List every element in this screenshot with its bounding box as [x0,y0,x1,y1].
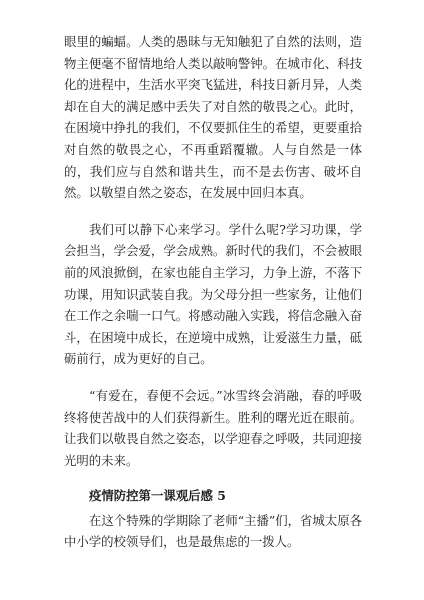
paragraph-3: “有爱在，春便不会远。”冰雪终会消融，春的呼吸终将使苦战中的人们获得新生。胜利的曙光近在眼前。让我们以敬畏自然之姿态，以学迎春之呼吸，共同迎接光明的未来。 [64,387,362,468]
paragraph-2: 我们可以静下心来学习。学什么呢?学习功课，学会担当，学会爱，学会成熟。新时代的我们，不会被眼前的风浪掀倒，在家也能自主学习，力争上游，不落下功课，用知识武装自我。为父母分担一些家务，让他们在工作之余喘一口气。将感动融入实践，将信念融入奋斗，在困境中成长，在逆境中成熟，让爱滋生力量，砥砺前行，成为更好的自己。 [64,221,362,367]
paragraph-4: 在这个特殊的学期除了老师“主播”们，省城太原各中小学的校领导们，也是最焦虑的一拨人。 [64,512,362,550]
paragraph-1: 眼里的蝙蝠。人类的愚昧与无知触犯了自然的法则，造物主便毫不留情地给人类以敲响警钟。在城市化、科技化的进程中，生活水平突飞猛进，科技日新月异，人类却在自大的满足感中丢失了对自然的敬畏之心。此时，在困境中挣扎的我们，不仅要抓住生的希望，更要重拾对自然的敬畏之心，不再重蹈覆辙。人与自然是一体的，我们应与自然和谐共生，而不是去伤害、破坏自然。以敬望自然之姿态，在发展中回归本真。 [64,34,362,201]
section-heading: 疫情防控第一课观后感 5 [89,488,226,504]
